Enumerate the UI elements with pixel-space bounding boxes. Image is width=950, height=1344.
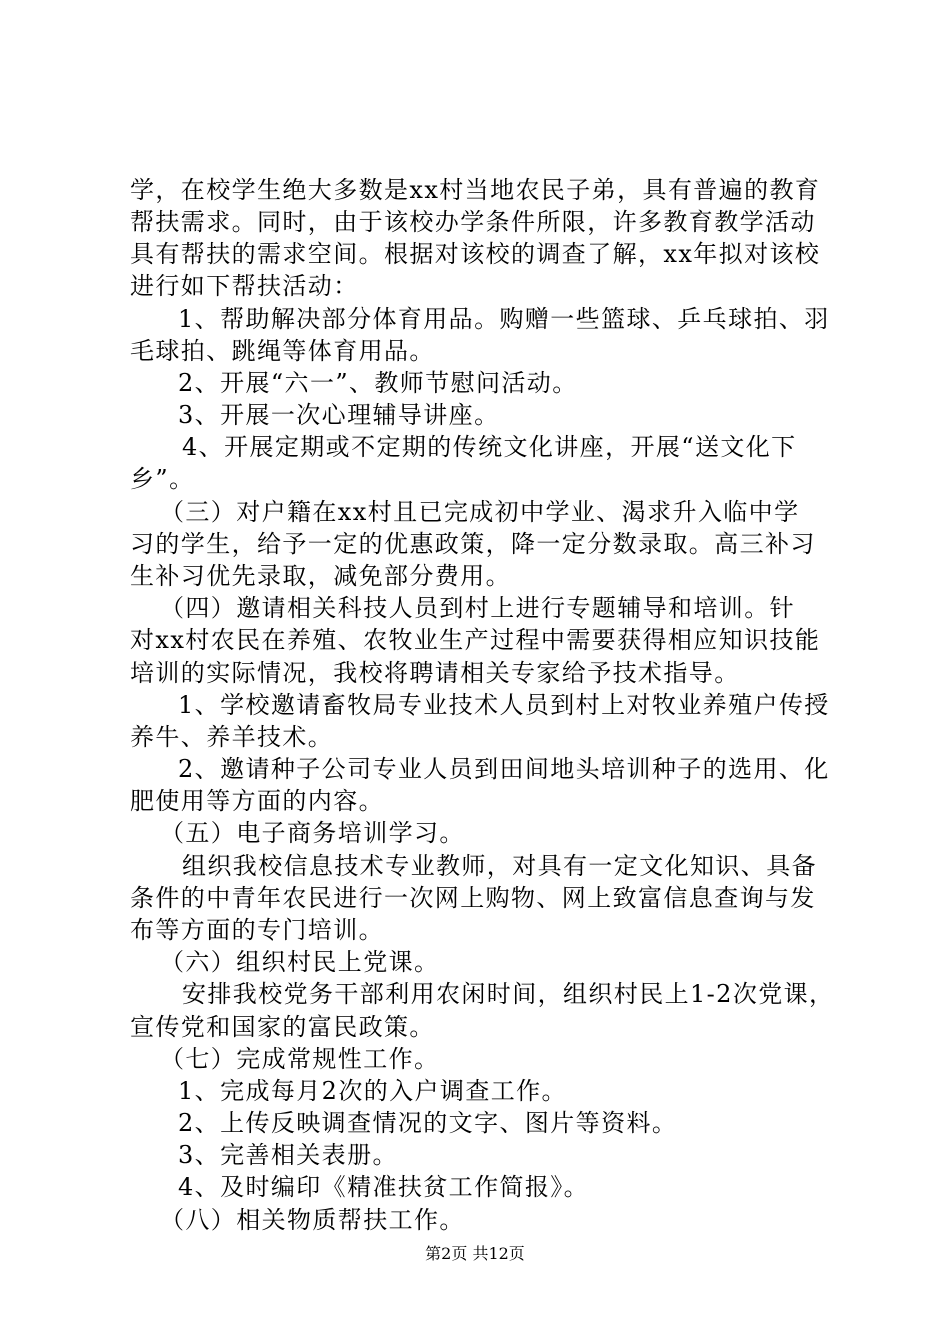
page-number-footer: 第2页 共12页	[425, 1244, 525, 1263]
body-line: 对xx村农民在养殖、农牧业生产过程中需要获得相应知识技能	[130, 626, 821, 654]
body-line: 4、及时编印《精准扶贫工作简报》。	[178, 1173, 590, 1201]
body-line: （五）电子商务培训学习。	[160, 819, 465, 847]
body-line: 乡”。	[130, 465, 195, 493]
body-line: 1、学校邀请畜牧局专业技术人员到村上对牧业养殖户传授	[178, 691, 830, 719]
body-line: 进行如下帮扶活动：	[130, 272, 359, 300]
body-line: 3、完善相关表册。	[178, 1141, 398, 1169]
body-line: 生补习优先录取，减免部分费用。	[130, 562, 511, 590]
body-line: 组织我校信息技术专业教师，对具有一定文化知识、具备	[182, 852, 817, 880]
body-line: 习的学生，给予一定的优惠政策，降一定分数录取。高三补习	[130, 530, 816, 558]
body-line: 肥使用等方面的内容。	[130, 787, 384, 815]
body-line: 安排我校党务干部利用农闲时间，组织村民上1-2次党课，	[182, 980, 835, 1008]
body-line: 毛球拍、跳绳等体育用品。	[130, 337, 435, 365]
body-line: 帮扶需求。同时，由于该校办学条件所限，许多教育教学活动	[130, 208, 816, 236]
body-line: 1、帮助解决部分体育用品。购赠一些篮球、乒乓球拍、羽	[178, 305, 830, 333]
body-line: 2、邀请种子公司专业人员到田间地头培训种子的选用、化	[178, 755, 830, 783]
body-line: （七）完成常规性工作。	[160, 1045, 440, 1073]
body-line: 养牛、养羊技术。	[130, 723, 334, 751]
body-line: 3、开展一次心理辅导讲座。	[178, 401, 500, 429]
body-line: （四）邀请相关科技人员到村上进行专题辅导和培训。针	[160, 594, 795, 622]
body-line: 1、完成每月2次的入户调查工作。	[178, 1077, 567, 1105]
body-line: （三）对户籍在xx村且已完成初中学业、渴求升入临中学	[160, 498, 800, 526]
body-line: 条件的中青年农民进行一次网上购物、网上致富信息查询与发	[130, 884, 816, 912]
body-line: 学，在校学生绝大多数是xx村当地农民子弟，具有普遍的教育	[130, 176, 821, 204]
body-line: 具有帮扶的需求空间。根据对该校的调查了解，xx年拟对该校	[130, 240, 821, 268]
body-line: 2、开展“六一”、教师节慰问活动。	[178, 369, 578, 397]
body-line: 布等方面的专门培训。	[130, 916, 384, 944]
body-line: 宣传党和国家的富民政策。	[130, 1013, 435, 1041]
body-line: （八）相关物质帮扶工作。	[160, 1206, 465, 1234]
body-line: 2、上传反映调查情况的文字、图片等资料。	[178, 1109, 678, 1137]
body-line: 培训的实际情况，我校将聘请相关专家给予技术指导。	[130, 659, 740, 687]
body-line: 4、开展定期或不定期的传统文化讲座，开展“送文化下	[182, 433, 797, 461]
body-line: （六）组织村民上党课。	[160, 948, 440, 976]
